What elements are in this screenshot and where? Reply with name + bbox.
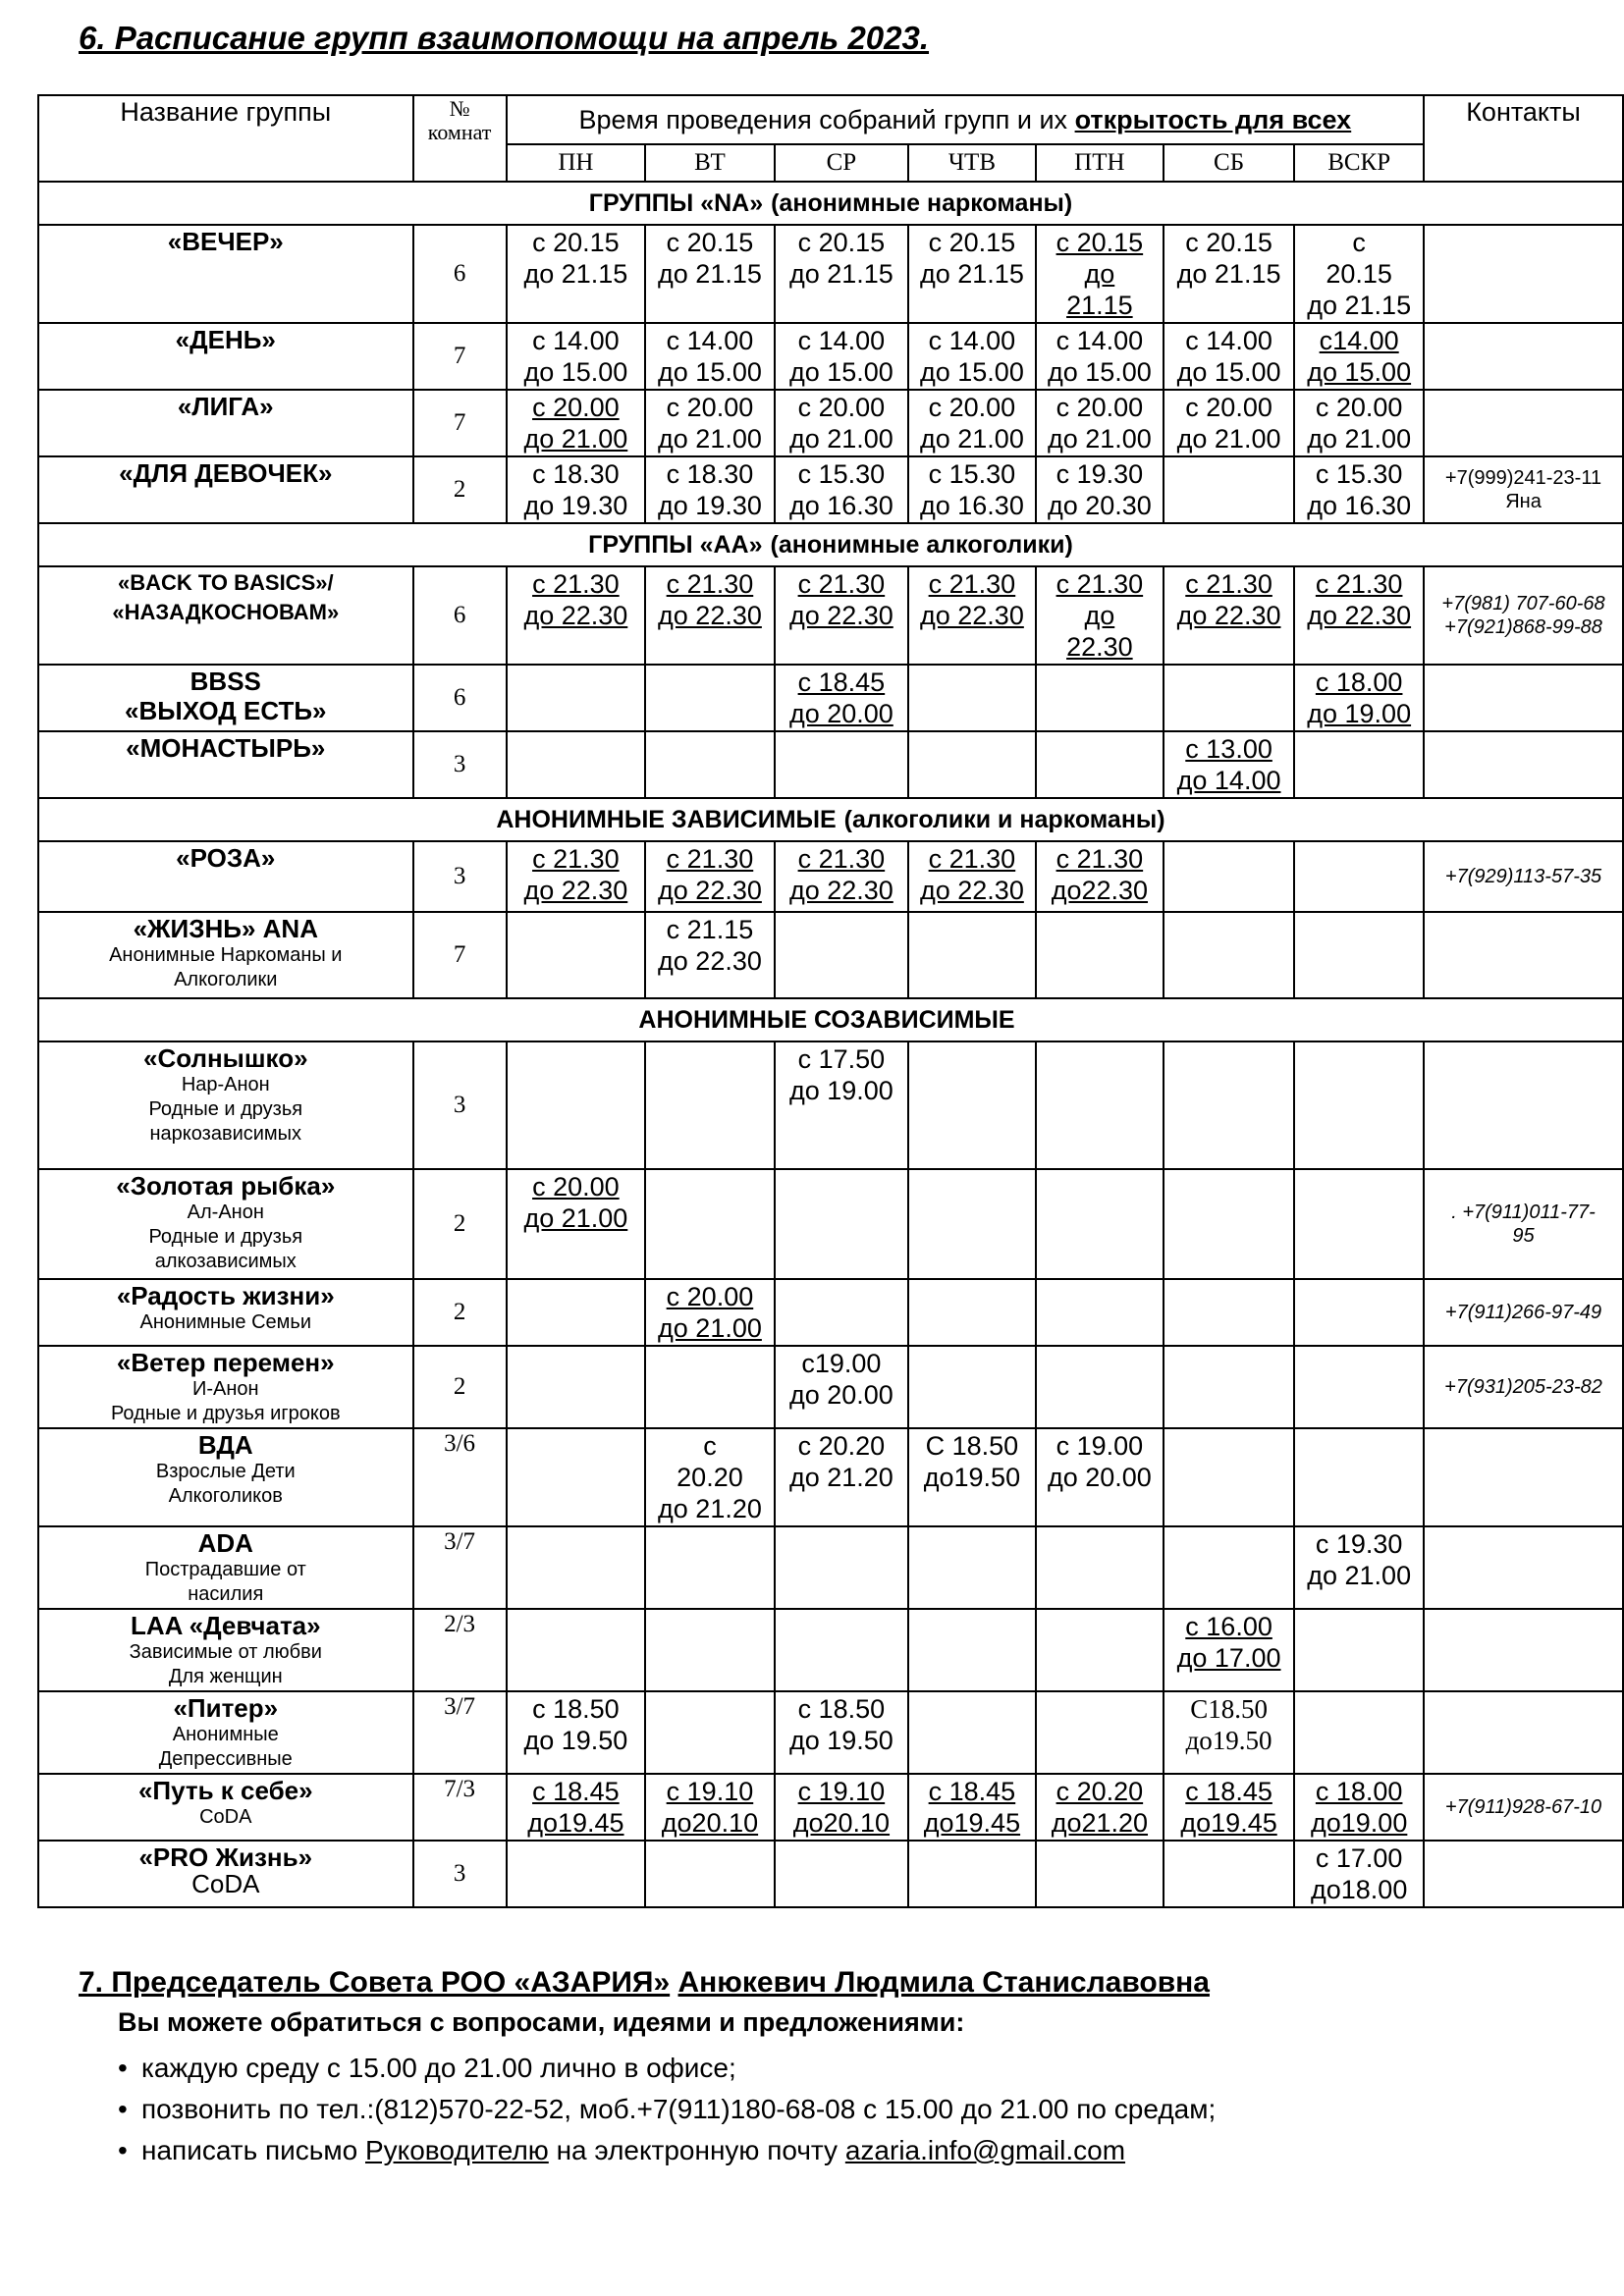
table-row [38,1526,1623,1609]
group-name: «BACK TO BASICS»/ «НАЗАДКОСНОВАМ» [112,570,340,624]
group-name-cell [38,1428,413,1526]
schedule-cell [1164,1841,1294,1907]
room-number: 7 [413,912,507,998]
contact-cell [1424,1526,1623,1609]
room-number: 3/7 [413,1691,507,1774]
schedule-cell [1294,841,1424,912]
schedule-cell: с 18.50 до 19.50 [775,1691,908,1774]
group-name-cell [38,1279,413,1346]
schedule-cell [908,1841,1036,1907]
schedule-cell: с 18.45 до19.45 [908,1774,1036,1841]
section-title [38,182,1623,225]
schedule-cell: с 19.30 до 20.30 [1036,456,1164,523]
schedule-cell [1294,731,1424,798]
contact-cell [1424,225,1623,323]
table-row [38,1169,1623,1279]
day-header: ВТ [645,144,775,182]
group-name-cell [38,841,413,912]
schedule-cell: с 20.15 до 21.15 [507,225,645,323]
section-title-rest: (анонимные наркоманы) [771,188,1073,217]
contact-cell: +7(911)928-67-10 [1424,1774,1623,1841]
way-phone: позвонить по тел.:(812)570-22-52, моб.+7(911)180-68-08 с 15.00 до 21.00 по средам; [141,2094,1217,2124]
schedule-cell: с 14.00 до 15.00 [1036,323,1164,390]
group-subtitle: Нар-Анон Родные и друзья наркозависимых [148,1074,303,1145]
schedule-cell [1164,1041,1294,1169]
room-number: 2 [413,1279,507,1346]
schedule-cell [1164,1526,1294,1609]
schedule-cell [507,1279,645,1346]
schedule-cell: с 20.00 до 21.00 [1164,390,1294,456]
schedule-cell: с 14.00 до 15.00 [775,323,908,390]
section-row [38,798,1623,841]
schedule-cell [1294,1609,1424,1691]
header-time [507,95,1424,144]
schedule-cell [1036,1169,1164,1279]
table-row [38,390,1623,456]
group-subtitle: Взрослые Дети Алкоголиков [155,1461,296,1507]
bullet-dot-icon: • [118,2135,128,2165]
schedule-cell: с 21.30 до 22.30 [1294,566,1424,665]
schedule-cell: с 19.30 до 21.00 [1294,1526,1424,1609]
group-name: LAA «Девчата» [130,1611,321,1640]
section-title-main: АНОНИМНЫЕ ЗАВИСИМЫЕ [496,805,837,833]
schedule-cell [507,665,645,731]
schedule-cell: с 20.00 до 21.00 [1036,390,1164,456]
schedule-cell [775,1279,908,1346]
table-row [38,731,1623,798]
bullet-dot-icon: • [118,2053,128,2083]
schedule-cell: с 14.00 до 15.00 [645,323,775,390]
schedule-cell: с 19.10 до20.10 [775,1774,908,1841]
table-row [38,566,1623,665]
group-name: «МОНАСТЫРЬ» [126,733,326,763]
table-row [38,1428,1623,1526]
schedule-cell [775,912,908,998]
schedule-cell [507,1346,645,1428]
group-name: «ДЕНЬ» [175,325,276,354]
schedule-cell [1294,1169,1424,1279]
contact-cell [1424,390,1623,456]
schedule-cell: с 21.30 до 22.30 [1164,566,1294,665]
schedule-cell: с 21.30 до 22.30 [908,566,1036,665]
schedule-cell: с 14.00 до 15.00 [1164,323,1294,390]
table-row [38,1774,1623,1841]
schedule-cell [1164,841,1294,912]
schedule-cell: с 18.00 до19.00 [1294,1774,1424,1841]
group-subtitle: Анонимные Семьи [139,1311,312,1333]
contact-ways-list [118,2048,1551,2171]
schedule-cell: с 20.00 до 21.00 [507,1169,645,1279]
schedule-cell: с 18.50 до 19.50 [507,1691,645,1774]
group-name-cell [38,225,413,323]
group-name: «Путь к себе» [137,1776,313,1805]
schedule-cell [645,1841,775,1907]
day-header: ВСКР [1294,144,1424,182]
schedule-cell: с 20.00 до 21.00 [507,390,645,456]
group-name: ВДА [197,1430,253,1460]
schedule-body [38,95,1623,1907]
contact-cell [1424,1691,1623,1774]
contact-cell: +7(999)241-23-11 Яна [1424,456,1623,523]
schedule-cell [507,1041,645,1169]
schedule-cell: С18.50 до19.50 [1164,1691,1294,1774]
schedule-cell: с 18.30 до 19.30 [507,456,645,523]
bullet-dot-icon: • [118,2094,128,2124]
schedule-cell [507,1428,645,1526]
group-subtitle: Анонимные Наркоманы и Алкоголики [109,944,343,990]
schedule-table [37,94,1624,1908]
schedule-cell [507,731,645,798]
schedule-cell: с 20.00 до 21.00 [1294,390,1424,456]
group-name-cell [38,1169,413,1279]
table-row [38,912,1623,998]
room-number: 7/3 [413,1774,507,1841]
chair-line [79,1966,1551,2000]
group-name: «ДЛЯ ДЕВОЧЕК» [119,458,333,488]
section-title-main: ГРУППЫ «АА» [588,530,763,559]
schedule-cell [645,1609,775,1691]
schedule-cell: с19.00 до 20.00 [775,1346,908,1428]
schedule-cell: с 15.30 до 16.30 [775,456,908,523]
list-item [118,2130,1551,2171]
schedule-cell: с 21.30 до 22.30 [775,566,908,665]
room-number: 6 [413,566,507,665]
schedule-cell [1036,1841,1164,1907]
header-room: № комнат [413,95,507,182]
room-number: 3 [413,1841,507,1907]
schedule-cell [1294,1346,1424,1428]
group-name-cell [38,566,413,665]
group-name-cell [38,1841,413,1907]
schedule-cell [908,1526,1036,1609]
schedule-cell [1294,1041,1424,1169]
group-subtitle: И-Анон Родные и друзья игроков [110,1378,341,1424]
table-row [38,225,1623,323]
group-subtitle: Ал-Анон Родные и друзья алкозависимых [148,1201,303,1272]
schedule-cell [908,1041,1036,1169]
schedule-cell [908,731,1036,798]
group-name: «ВЕЧЕР» [167,227,284,256]
footer [79,1966,1551,2171]
contact-cell: +7(981) 707-60-68 +7(921)868-99-88 [1424,566,1623,665]
group-name-cell [38,1041,413,1169]
schedule-cell: с 20.00 до 21.00 [908,390,1036,456]
contact-cell: . +7(911)011-77- 95 [1424,1169,1623,1279]
schedule-cell [645,1526,775,1609]
schedule-cell: с 20.00 до 21.00 [775,390,908,456]
group-name-cell [38,1691,413,1774]
schedule-cell: с 20.15 до 21.15 [1164,225,1294,323]
day-header: ПТН [1036,144,1164,182]
schedule-cell: с 20.00 до 21.00 [645,390,775,456]
table-row [38,1279,1623,1346]
schedule-cell [645,1041,775,1169]
section-title [38,998,1623,1041]
schedule-cell [908,1169,1036,1279]
table-row [38,456,1623,523]
room-number: 7 [413,323,507,390]
schedule-cell [1036,912,1164,998]
contact-cell [1424,912,1623,998]
schedule-cell: с 17.50 до 19.00 [775,1041,908,1169]
section-title [38,523,1623,566]
schedule-cell [507,1841,645,1907]
director-link[interactable]: Руководителю [364,2135,549,2165]
schedule-cell: с 15.30 до 16.30 [1294,456,1424,523]
schedule-cell [645,731,775,798]
room-number: 6 [413,665,507,731]
day-header: СР [775,144,908,182]
schedule-cell: С 18.50 до19.50 [908,1428,1036,1526]
schedule-cell: с 21.30 до 22.30 [645,841,775,912]
room-number: 2/3 [413,1609,507,1691]
schedule-cell: с 17.00 до18.00 [1294,1841,1424,1907]
schedule-cell: с 18.45 до19.45 [1164,1774,1294,1841]
group-name: BBSS «ВЫХОД ЕСТЬ» [125,667,327,725]
schedule-cell [1294,912,1424,998]
schedule-cell [645,1346,775,1428]
schedule-cell: с 16.00 до 17.00 [1164,1609,1294,1691]
group-name: «Золотая рыбка» [116,1171,336,1201]
room-number: 7 [413,390,507,456]
schedule-cell: с 21.30 до 22.30 [908,841,1036,912]
section-title-rest: (алкоголики и наркоманы) [843,805,1165,833]
list-item [118,2048,1551,2089]
schedule-cell [1164,1169,1294,1279]
header-row [38,95,1623,144]
list-item [118,2089,1551,2130]
schedule-cell: с 14.00 до 15.00 [908,323,1036,390]
day-header: ПН [507,144,645,182]
table-row [38,1841,1623,1907]
schedule-cell: с 20.20 до 21.20 [645,1428,775,1526]
table-row [38,1346,1623,1428]
schedule-cell [507,912,645,998]
room-number: 2 [413,1169,507,1279]
schedule-cell [1036,1041,1164,1169]
section-title-main: АНОНИМНЫЕ СОЗАВИСИМЫЕ [638,1005,1015,1034]
group-name: «ЖИЗНЬ» ANA [133,914,318,943]
schedule-cell [775,1169,908,1279]
schedule-cell: с 21.15 до 22.30 [645,912,775,998]
schedule-cell: с 21.30 до 22.30 [1036,566,1164,665]
group-name-cell [38,665,413,731]
room-number: 2 [413,456,507,523]
room-number: 3 [413,731,507,798]
group-subtitle: CoDA [199,1806,252,1828]
schedule-cell [1164,456,1294,523]
way-mail-prefix: написать письмо [141,2135,358,2165]
schedule-cell: с 21.30 до 22.30 [775,841,908,912]
schedule-cell: с 21.30 до22.30 [1036,841,1164,912]
way-office: каждую среду с 15.00 до 21.00 лично в офисе; [141,2053,736,2083]
schedule-cell: с 15.30 до 16.30 [908,456,1036,523]
schedule-cell: с14.00 до 15.00 [1294,323,1424,390]
room-number: 3 [413,841,507,912]
contact-cell [1424,731,1623,798]
schedule-cell: с 20.15 до 21.15 [1036,225,1164,323]
header-time-emph: открытость для всех [1074,104,1352,134]
schedule-cell: с 20.15 до 21.15 [775,225,908,323]
group-name: «Питер» [173,1693,279,1723]
schedule-cell [1036,1691,1164,1774]
schedule-cell: с 14.00 до 15.00 [507,323,645,390]
contact-cell [1424,665,1623,731]
schedule-cell: с 18.00 до 19.00 [1294,665,1424,731]
group-subtitle: CoDA [191,1869,260,1898]
schedule-cell: с 19.00 до 20.00 [1036,1428,1164,1526]
schedule-cell [908,1279,1036,1346]
contact-cell [1424,323,1623,390]
schedule-cell [1294,1428,1424,1526]
section-title-main: ГРУППЫ «NA» [588,188,764,217]
group-name-cell [38,390,413,456]
group-subtitle: Пострадавшие от насилия [144,1559,306,1605]
schedule-cell: с 21.30 до 22.30 [507,566,645,665]
schedule-cell [908,1346,1036,1428]
contact-cell [1424,1428,1623,1526]
schedule-cell [1036,1279,1164,1346]
table-row [38,323,1623,390]
contact-cell [1424,1609,1623,1691]
schedule-cell: с 20.20 до21.20 [1036,1774,1164,1841]
chair-title: 7. Председатель Совета РОО «АЗАРИЯ» [79,1966,671,1999]
table-row [38,665,1623,731]
schedule-cell: с 20.00 до 21.00 [645,1279,775,1346]
schedule-cell [908,1609,1036,1691]
schedule-cell: с 20.15 до 21.15 [908,225,1036,323]
schedule-cell [1164,912,1294,998]
schedule-cell [908,912,1036,998]
invite-text: Вы можете обратиться с вопросами, идеями и предложениями: [118,2007,965,2037]
section-title [38,798,1623,841]
schedule-cell: с 19.10 до20.10 [645,1774,775,1841]
group-name: «Радость жизни» [116,1281,335,1310]
schedule-cell [775,1526,908,1609]
room-number: 3/7 [413,1526,507,1609]
schedule-cell: с 20.20 до 21.20 [775,1428,908,1526]
schedule-cell [507,1609,645,1691]
group-subtitle: Зависимые от любви Для женщин [129,1641,322,1687]
table-row [38,1691,1623,1774]
room-number: 6 [413,225,507,323]
schedule-cell [645,1691,775,1774]
schedule-cell [908,1691,1036,1774]
group-name: ADA [197,1528,253,1558]
section-title-rest: (анонимные алкоголики) [770,530,1073,559]
schedule-cell: с 13.00 до 14.00 [1164,731,1294,798]
header-contacts: Контакты [1424,95,1623,182]
page-title: 6. Расписание групп взаимопомощи на апрель 2023. [79,20,930,56]
room-number: 3/6 [413,1428,507,1526]
schedule-cell [1164,1346,1294,1428]
contact-cell: +7(911)266-97-49 [1424,1279,1623,1346]
schedule-cell [507,1526,645,1609]
table-row [38,1041,1623,1169]
day-header: СБ [1164,144,1294,182]
schedule-cell [1294,1279,1424,1346]
group-name: «Ветер перемен» [116,1348,335,1377]
group-subtitle: Анонимные Депрессивные [158,1724,293,1770]
group-name: «PRO Жизнь» [138,1842,313,1872]
schedule-cell [1164,1279,1294,1346]
schedule-cell: с 21.30 до 22.30 [645,566,775,665]
contact-cell [1424,1041,1623,1169]
contact-cell: +7(929)113-57-35 [1424,841,1623,912]
schedule-cell [775,1609,908,1691]
room-number: 3 [413,1041,507,1169]
schedule-cell [1294,1691,1424,1774]
header-time-prefix: Время проведения собраний групп и их [578,104,1068,134]
contact-cell: +7(931)205-23-82 [1424,1346,1623,1428]
schedule-cell [775,731,908,798]
group-name-cell [38,731,413,798]
group-name-cell [38,1346,413,1428]
schedule-cell [645,1169,775,1279]
table-row [38,1609,1623,1691]
schedule-cell [645,665,775,731]
schedule-cell: с 20.15 до 21.15 [645,225,775,323]
group-name-cell [38,912,413,998]
schedule-cell [1036,665,1164,731]
group-name-cell [38,323,413,390]
schedule-cell [775,1841,908,1907]
schedule-cell [1164,1428,1294,1526]
schedule-cell: с 18.45 до 20.00 [775,665,908,731]
table-row [38,841,1623,912]
group-name: «Солнышко» [142,1043,308,1073]
section-row [38,523,1623,566]
day-header: ЧТВ [908,144,1036,182]
schedule-cell [1036,731,1164,798]
group-name: «ЛИГА» [177,392,274,421]
chair-name: Анюкевич Людмила Станиславовна [677,1966,1210,1999]
group-name-cell [38,1609,413,1691]
way-mail-mid: на электронную почту [556,2135,839,2165]
group-name: «РОЗА» [176,843,276,873]
schedule-cell: с 20.15 до 21.15 [1294,225,1424,323]
contact-cell [1424,1841,1623,1907]
section-row [38,998,1623,1041]
section-row [38,182,1623,225]
schedule-cell [1036,1526,1164,1609]
group-name-cell [38,456,413,523]
room-number: 2 [413,1346,507,1428]
email-link[interactable]: azaria.info@gmail.com [844,2135,1126,2165]
schedule-cell [1164,665,1294,731]
schedule-cell: с 18.45 до19.45 [507,1774,645,1841]
schedule-cell [1036,1609,1164,1691]
schedule-cell: с 18.30 до 19.30 [645,456,775,523]
schedule-cell: с 21.30 до 22.30 [507,841,645,912]
schedule-cell [908,665,1036,731]
group-name-cell [38,1774,413,1841]
schedule-cell [1036,1346,1164,1428]
group-name-cell [38,1526,413,1609]
header-name: Название группы [38,95,413,182]
